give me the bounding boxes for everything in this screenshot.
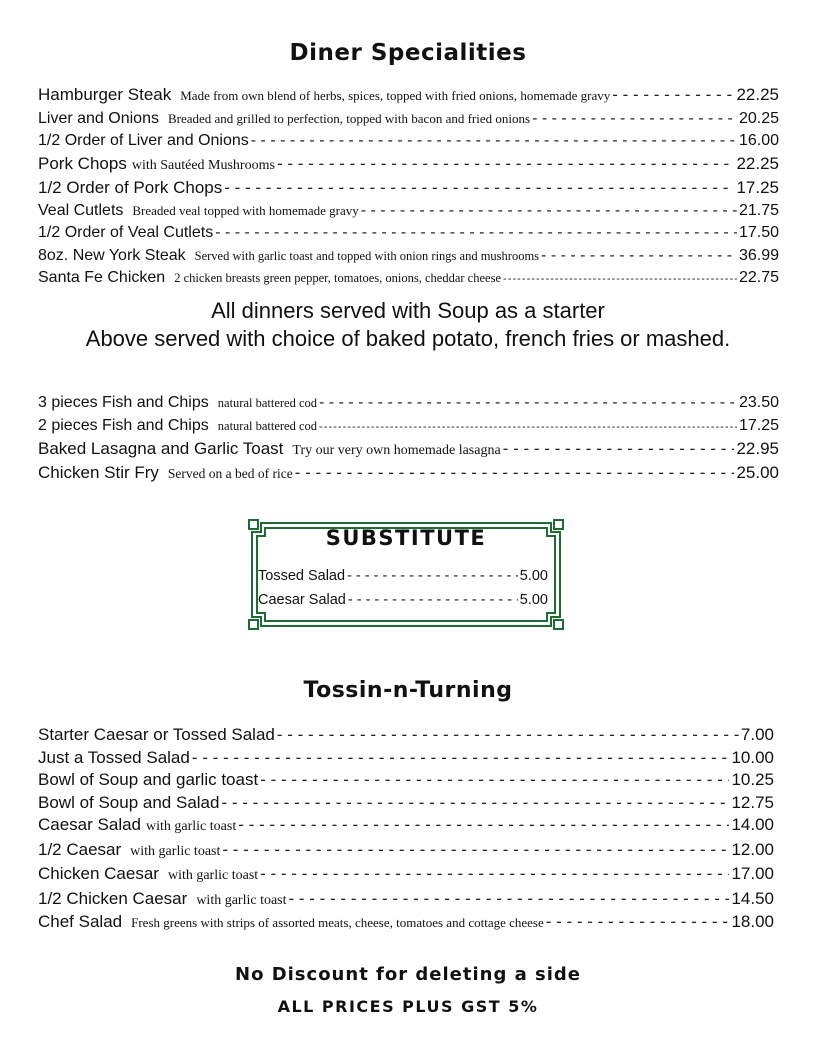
menu-item: [38, 84, 779, 108]
item-name: Tossed Salad: [258, 568, 346, 584]
menu-item: [38, 724, 774, 747]
corner-bl: [249, 620, 258, 629]
item-description: natural battered cod: [217, 418, 318, 433]
tossin-title: Tossin-n-Turning: [303, 678, 513, 703]
item-price: 22.75: [738, 269, 779, 286]
leader-dots: [503, 438, 735, 461]
item-name: Caesar Salad: [258, 592, 346, 608]
leader-dots: [319, 392, 737, 415]
menu-item: [38, 222, 779, 245]
item-price: 17.00: [731, 864, 774, 883]
item-name: Bowl of Soup and Salad: [38, 792, 220, 812]
specials-menu-list: [38, 392, 779, 486]
menu-item: [38, 438, 779, 463]
item-description: Served on a bed of rice: [167, 466, 293, 481]
leader-dots: [260, 769, 729, 792]
item-price: 5.00: [519, 592, 548, 608]
item-price: 10.00: [731, 747, 774, 767]
item-price: 12.75: [731, 792, 774, 812]
item-description: Fresh greens with strips of assorted meats, cheese, tomatoes and cottage cheese: [131, 915, 544, 930]
item-name: 1/2 Order of Liver and Onions: [38, 132, 249, 149]
menu-item: [38, 863, 774, 888]
menu-item: [38, 130, 779, 153]
item-price: 23.50: [738, 394, 779, 411]
item-name: 8oz. New York Steak: [38, 246, 186, 264]
item-name: Chicken Stir Fry: [38, 463, 159, 482]
leader-dots: [192, 747, 730, 770]
menu-item: [38, 267, 779, 291]
item-name: Baked Lasagna and Garlic Toast: [38, 438, 284, 458]
item-description: Try our very own homemade lasagna: [292, 442, 501, 458]
menu-item: [38, 108, 779, 131]
item-name: Liver and Onions: [38, 109, 159, 127]
item-description: with Sautéed Mushrooms: [131, 157, 275, 173]
leader-dots: [612, 84, 734, 107]
item-price: 17.25: [738, 416, 779, 434]
item-price: 7.00: [740, 725, 774, 744]
menu-item: [38, 912, 774, 933]
diner-menu-list: [38, 84, 779, 291]
menu-item: [38, 153, 779, 178]
substitute-item: [258, 588, 548, 612]
leader-dots: [260, 863, 729, 886]
item-name: Caesar Salad: [38, 815, 142, 834]
menu-item: [38, 462, 779, 486]
leader-dots: [251, 130, 737, 153]
item-price: 21.75: [738, 201, 779, 219]
leader-dots: [532, 108, 737, 131]
item-description: natural battered cod: [217, 396, 318, 410]
item-price: 17.50: [738, 224, 779, 241]
substitute-item: [258, 564, 548, 588]
item-price: 10.25: [731, 770, 774, 789]
dinner-soup-note: All dinners served with Soup as a starter: [211, 298, 605, 323]
leader-dots: [503, 268, 737, 291]
gst-note: ALL PRICES PLUS GST 5%: [277, 997, 539, 1016]
item-name: Starter Caesar or Tossed Salad: [38, 725, 275, 744]
leader-dots: [222, 839, 729, 862]
leader-dots: [224, 177, 734, 200]
item-price: 22.95: [736, 438, 779, 458]
menu-item: [38, 415, 779, 438]
leader-dots: [361, 200, 737, 223]
item-description: with garlic toast: [130, 843, 221, 859]
leader-dots: [347, 564, 518, 588]
item-name: Santa Fe Chicken: [38, 269, 166, 286]
item-name: 1/2 Order of Veal Cutlets: [38, 224, 214, 241]
leader-dots: [221, 792, 729, 815]
menu-item: [38, 792, 774, 815]
leader-dots: [546, 912, 730, 932]
diner-specialities-title: Diner Specialities: [289, 40, 527, 66]
leader-dots: [319, 417, 737, 438]
item-description: Breaded and grilled to perfection, topped with bacon and fried onions: [167, 110, 531, 126]
item-price: 22.25: [736, 153, 779, 173]
item-description: with garlic toast: [146, 819, 237, 834]
leader-dots: [238, 814, 729, 837]
item-price: 5.00: [519, 568, 548, 584]
item-name: 1/2 Order of Pork Chops: [38, 178, 223, 197]
item-name: 2 pieces Fish and Chips: [38, 416, 209, 434]
item-name: Pork Chops: [38, 153, 127, 173]
item-name: Chicken Caesar: [38, 864, 159, 883]
item-name: 3 pieces Fish and Chips: [38, 394, 209, 411]
leader-dots: [277, 724, 739, 747]
menu-item: [38, 200, 779, 223]
leader-dots: [541, 245, 737, 268]
corner-br: [554, 620, 563, 629]
substitute-box: [246, 517, 566, 632]
menu-item: [38, 392, 779, 415]
dinner-side-note: Above served with choice of baked potato, french fries or mashed.: [85, 326, 731, 351]
item-description: Made from own blend of herbs, spices, topped with fried onions, homemade gravy: [180, 88, 611, 103]
menu-item: [38, 888, 774, 913]
item-price: 17.25: [736, 178, 779, 197]
leader-dots: [289, 888, 730, 911]
item-price: 25.00: [736, 463, 779, 482]
item-description: Breaded veal topped with homemade gravy: [132, 202, 359, 218]
item-name: Bowl of Soup and garlic toast: [38, 770, 259, 789]
item-price: 22.25: [736, 85, 779, 104]
item-name: Chef Salad: [38, 912, 123, 931]
item-price: 18.00: [731, 912, 774, 931]
item-price: 16.00: [738, 132, 779, 149]
item-name: Veal Cutlets: [38, 201, 124, 219]
item-price: 36.99: [738, 246, 779, 264]
item-price: 14.50: [731, 888, 774, 908]
tossin-menu-list: [38, 724, 774, 933]
item-price: 14.00: [731, 815, 774, 834]
menu-item: [38, 769, 774, 792]
leader-dots: [215, 222, 737, 245]
item-description: with garlic toast: [167, 868, 259, 883]
item-price: 20.25: [738, 109, 779, 127]
leader-dots: [277, 153, 735, 176]
item-description: 2 chicken breasts green pepper, tomatoes, onions, cheddar cheese: [174, 271, 501, 285]
menu-item: [38, 747, 774, 770]
menu-item: [38, 839, 774, 864]
item-name: Just a Tossed Salad: [38, 747, 190, 767]
item-name: 1/2 Caesar: [38, 839, 122, 859]
no-discount-note: No Discount for deleting a side: [235, 964, 581, 985]
item-description: Served with garlic toast and topped with onion rings and mushrooms: [194, 248, 540, 263]
item-description: with garlic toast: [196, 892, 287, 908]
menu-item: [38, 245, 779, 268]
menu-item: [38, 814, 774, 839]
leader-dots: [295, 462, 735, 485]
substitute-title: SUBSTITUTE: [325, 526, 487, 550]
item-name: Hamburger Steak: [38, 85, 172, 104]
menu-item: [38, 177, 779, 200]
item-price: 12.00: [731, 839, 774, 859]
substitute-list: [258, 564, 548, 612]
item-name: 1/2 Chicken Caesar: [38, 888, 188, 908]
leader-dots: [348, 588, 518, 612]
